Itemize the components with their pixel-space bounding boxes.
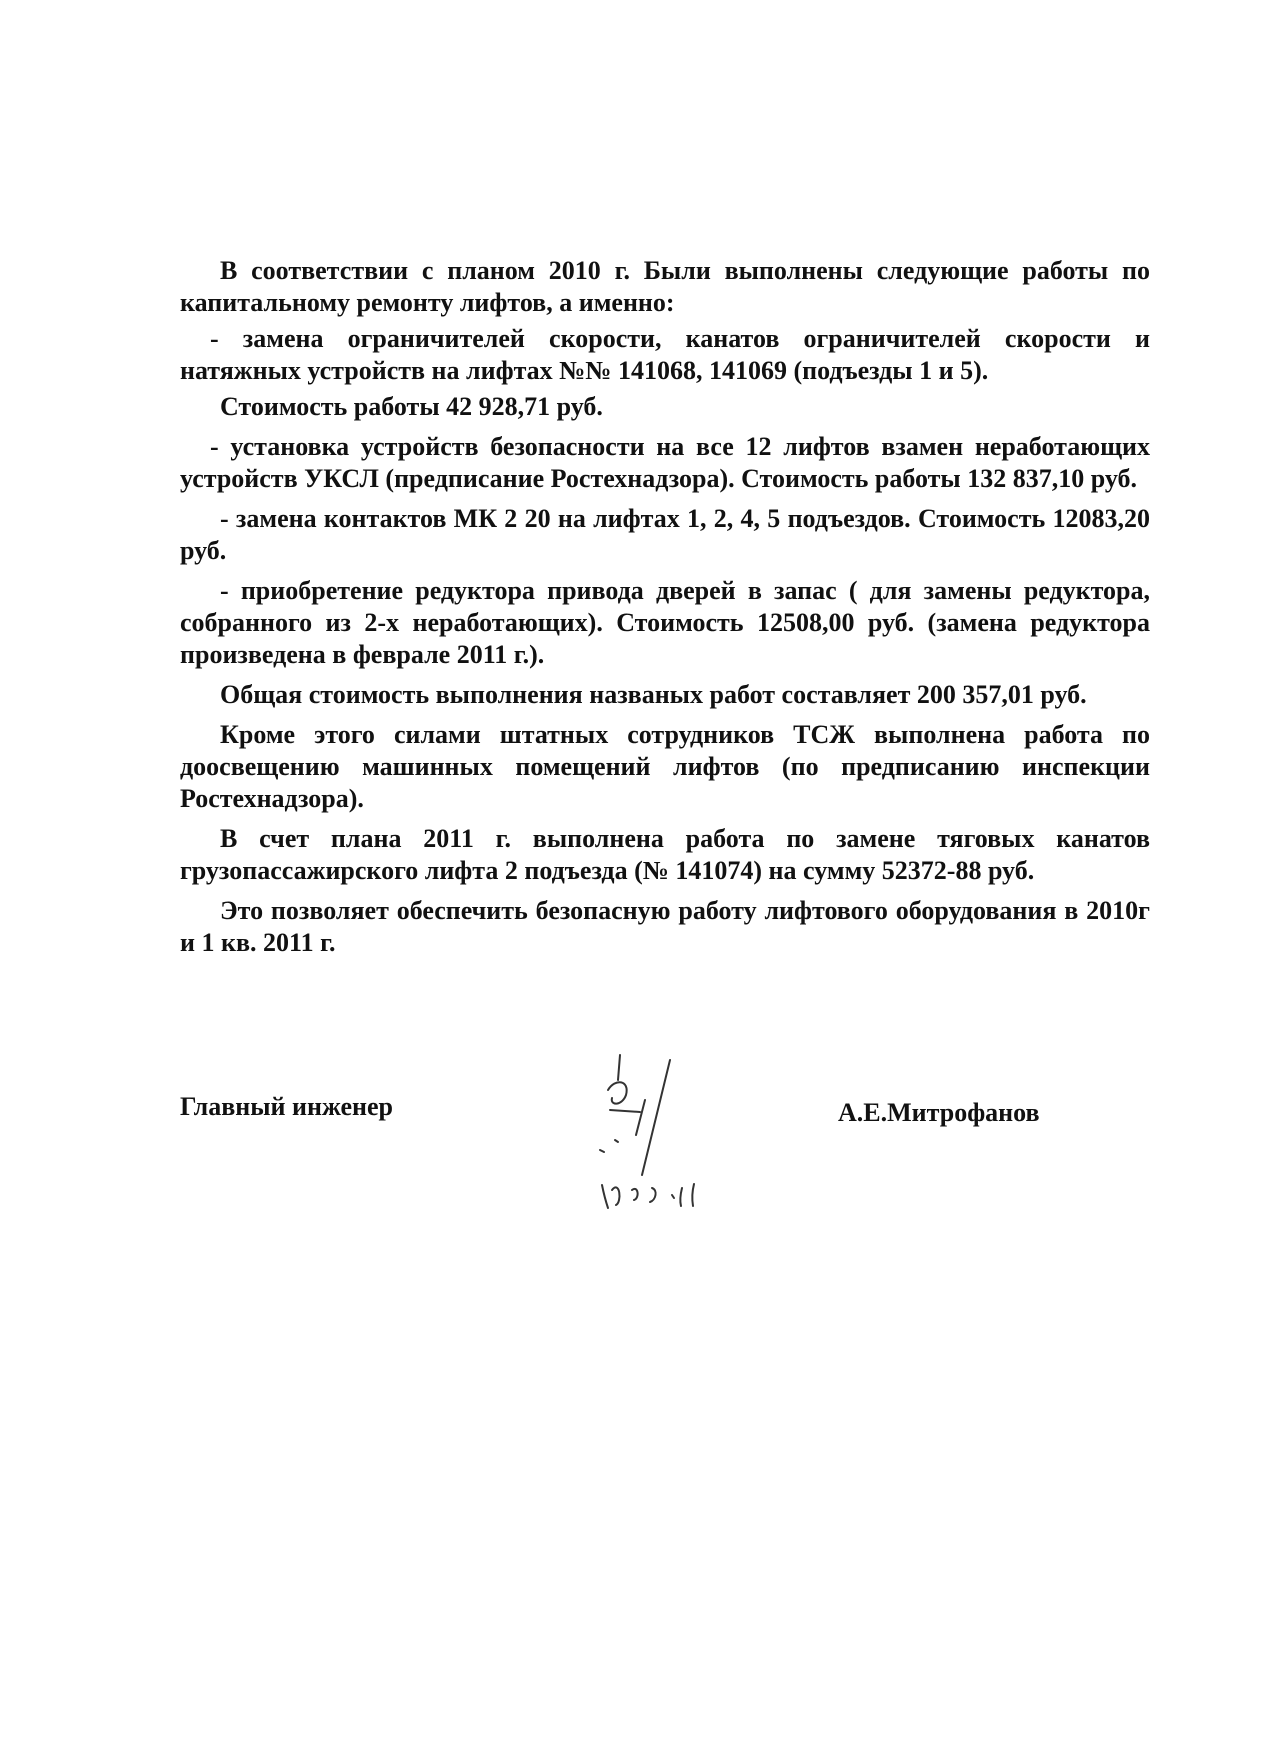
- paragraph-cost-1: Стоимость работы 42 928,71 руб.: [220, 392, 603, 421]
- signature-name: А.Е.Митрофанов: [838, 1098, 1040, 1127]
- document-body: [180, 255, 1150, 967]
- paragraph-intro: В соответствии с планом 2010 г. Были выполнены следующие работы по капитальному ремонту лифтов, а именно:: [180, 256, 1150, 317]
- paragraph-total-cost: Общая стоимость выполнения названых работ составляет 200 357,01 руб.: [220, 680, 1087, 709]
- paragraph-lighting: Кроме этого силами штатных сотрудников ТСЖ выполнена работа по доосвещению машинных помещений лифтов (по предписанию инспекции Ростехнадзора).: [180, 720, 1150, 813]
- paragraph-item-safety-devices: - установка устройств безопасности на все 12 лифтов взамен неработающих устройств УКСЛ (предписание Ростехнадзора). Стоимость работы 132 837,10 руб.: [180, 432, 1150, 493]
- paragraph-item-gearbox: - приобретение редуктора привода дверей в запас ( для замены редуктора, собранного из 2-х неработающих). Стоимость 12508,00 руб. (замена редуктора произведена в феврале 2011 г.).: [180, 576, 1150, 669]
- paragraph-item-contacts: - замена контактов МК 2 20 на лифтах 1, 2, 4, 5 подъездов. Стоимость 12083,20 руб.: [180, 504, 1150, 565]
- paragraph-item-speed-limiters: - замена ограничителей скорости, канатов ограничителей скорости и натяжных устройств на лифтах №№ 141068, 141069 (подъезды 1 и 5).: [180, 324, 1150, 385]
- signature-position-title: Главный инженер: [180, 1092, 393, 1121]
- paragraph-2011-plan: В счет плана 2011 г. выполнена работа по замене тяговых канатов грузопассажирского лифта 2 подъезда (№ 141074) на сумму 52372-88 руб.: [180, 824, 1150, 885]
- handwritten-signature: [560, 1040, 730, 1220]
- paragraph-conclusion: Это позволяет обеспечить безопасную работу лифтового оборудования в 2010г и 1 кв. 2011 г.: [180, 896, 1150, 957]
